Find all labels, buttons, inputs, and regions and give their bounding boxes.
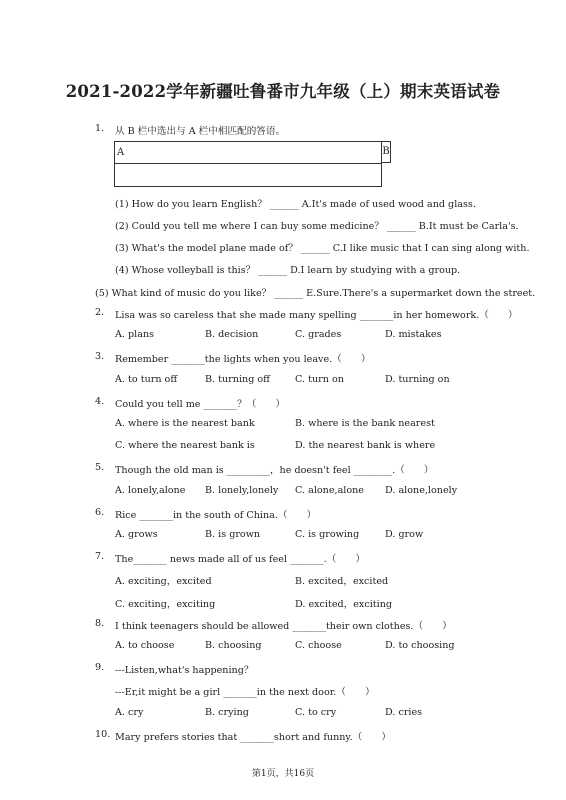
question-stem: I think teenagers should be allowed _______their own clothes.（ ） xyxy=(115,621,452,632)
question-number: 8. xyxy=(95,618,105,629)
question-number: 9. xyxy=(95,662,105,673)
option-c: C. to cry xyxy=(295,707,337,718)
option-b: B. lonely,lonely xyxy=(205,485,279,496)
column-a-label: A xyxy=(117,147,125,158)
option-a: A. to choose xyxy=(115,640,175,651)
page-title: 2021-2022学年新疆吐鲁番市九年级（上）期末英语试卷 xyxy=(65,82,501,101)
option-a: A. where is the nearest bank xyxy=(115,418,255,429)
q1-instruction: 从 B 栏中选出与 A 栏中相匹配的答语。 xyxy=(115,126,286,137)
option-b: B. where is the bank nearest xyxy=(295,418,435,429)
option-c: C. alone,alone xyxy=(295,485,364,496)
option-d: D. cries xyxy=(385,707,423,718)
option-c: C. turn on xyxy=(295,374,344,385)
question-stem: Remember _______the lights when you leave.（ ） xyxy=(115,354,371,365)
option-a: A. exciting，excited xyxy=(115,576,212,587)
question-number: 6. xyxy=(95,507,105,518)
q1-item-4: (4) Whose volleyball is this？ ______ D.I learn by studying with a group. xyxy=(115,265,461,276)
option-d: D. turning on xyxy=(385,374,450,385)
matching-table xyxy=(114,141,382,187)
option-b: B. decision xyxy=(205,329,259,340)
option-b: B. choosing xyxy=(205,640,262,651)
q1-item-2: (2) Could you tell me where I can buy some medicine？ ______ B.It must be Carla's. xyxy=(115,221,519,232)
question-number: 7. xyxy=(95,551,105,562)
option-d: D. excited，exciting xyxy=(295,599,393,610)
q1-number: 1. xyxy=(95,123,105,134)
question-number: 3. xyxy=(95,351,105,362)
question-stem: ---Listen,what's happening？ xyxy=(115,665,254,676)
option-d: D. grow xyxy=(385,529,424,540)
question-stem: Rice _______in the south of China.（ ） xyxy=(115,510,317,521)
option-c: C. where the nearest bank is xyxy=(115,440,255,451)
option-a: A. plans xyxy=(115,329,155,340)
question-number: 10. xyxy=(95,729,111,740)
option-b: B. turning off xyxy=(205,374,270,385)
question-stem: Could you tell me _______？（ ） xyxy=(115,399,286,410)
option-d: D. mistakes xyxy=(385,329,442,340)
matching-table-header-row xyxy=(115,142,381,164)
question-number: 2. xyxy=(95,307,105,318)
question-stem-line-2: ---Er,it might be a girl _______in the next door.（ ） xyxy=(115,687,375,698)
page-footer: 第1页，共16页 xyxy=(251,769,315,779)
option-c: C. is growing xyxy=(295,529,360,540)
option-a: A. grows xyxy=(115,529,158,540)
option-d: D. the nearest bank is where xyxy=(295,440,436,451)
q1-item-5: (5) What kind of music do you like？ ______ E.Sure.There's a supermarket down the street. xyxy=(95,288,536,299)
option-c: C. exciting，exciting xyxy=(115,599,216,610)
question-stem: Lisa was so careless that she made many spelling _______in her homework.（ ） xyxy=(115,310,518,321)
q1-item-3: (3) What's the model plane made of？ ______ C.I like music that I can sing along with. xyxy=(115,243,530,254)
question-stem: Though the old man is _________，he doesn't feel ________.（ ） xyxy=(115,465,434,476)
option-d: D. to choosing xyxy=(385,640,455,651)
option-c: C. grades xyxy=(295,329,342,340)
question-number: 5. xyxy=(95,462,105,473)
q1-item-1: (1) How do you learn English？ ______ A.It's made of used wood and glass. xyxy=(115,199,476,210)
question-stem: Mary prefers stories that _______short and funny.（ ） xyxy=(115,732,392,743)
option-a: A. cry xyxy=(115,707,144,718)
option-b: B. excited，excited xyxy=(295,576,389,587)
question-number: 4. xyxy=(95,396,105,407)
option-b: B. crying xyxy=(205,707,249,718)
question-stem: The_______ news made all of us feel _______.（ ） xyxy=(115,554,366,565)
option-c: C. choose xyxy=(295,640,342,651)
option-b: B. is grown xyxy=(205,529,261,540)
column-b-label: B xyxy=(381,141,391,163)
option-a: A. to turn off xyxy=(115,374,178,385)
option-a: A. lonely,alone xyxy=(115,485,186,496)
option-d: D. alone,lonely xyxy=(385,485,458,496)
